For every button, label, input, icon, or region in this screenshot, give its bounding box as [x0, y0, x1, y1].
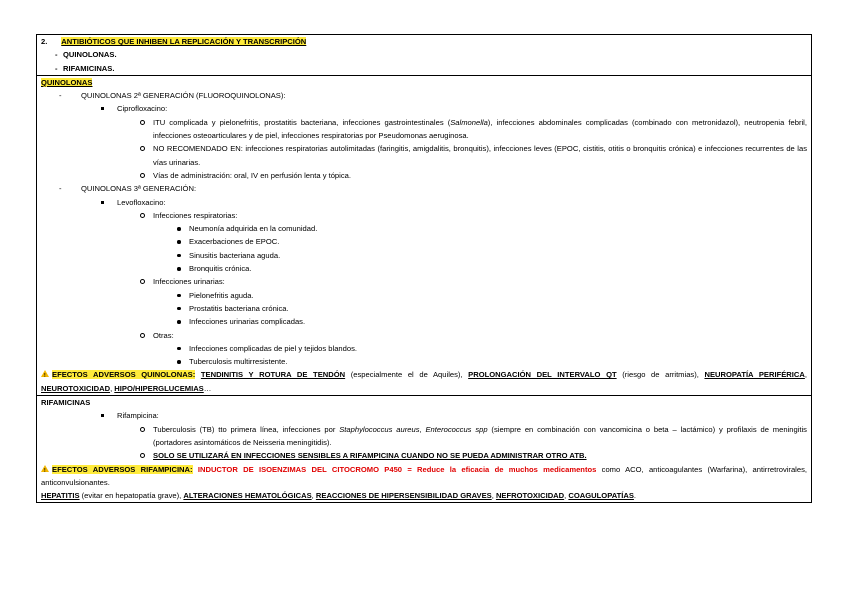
text: EFECTOS ADVERSOS QUINOLONAS: [52, 370, 196, 380]
text: Pielonefritis aguda. [189, 290, 254, 300]
list-item: - QUINOLONAS. [55, 50, 117, 60]
quinolonas-adverse-effects [37, 368, 811, 395]
text: Tuberculosis multirresistente. [189, 357, 288, 367]
list-item [37, 249, 811, 262]
text: Vías de administración: oral, IV en perfusión lenta y tópica. [153, 170, 351, 180]
cipro-not-recommended [37, 142, 811, 169]
text: SOLO SE UTILIZARÁ EN INFECCIONES SENSIBLES A RIFAMPICINA CUANDO NO SE PUEDA ADMINISTRAR OTRO ATB. [153, 451, 587, 461]
list-item [37, 302, 811, 315]
text: INDUCTOR DE ISOENZIMAS DEL CITOCROMO P450 = Reduce la eficacia de muchos medicamentos [197, 464, 597, 474]
text: HIPO/HIPERGLUCEMIAS [114, 383, 204, 393]
text: … [203, 383, 212, 393]
list-item [37, 262, 811, 275]
text: REACCIONES DE HIPERSENSIBILIDAD GRAVES [315, 491, 492, 501]
section-title-row [37, 35, 811, 48]
gen3-title: QUINOLONAS 3ª GENERACIÓN: [81, 184, 197, 194]
text: (evitar en hepatopatía grave), [79, 491, 184, 501]
cipro-uses [37, 116, 811, 143]
urin-label-row [37, 275, 811, 288]
other-label-row [37, 329, 811, 342]
list-item [37, 342, 811, 355]
rifampicina-row [37, 409, 811, 422]
text: Bronquitis crónica. [189, 264, 252, 274]
text: , [564, 491, 569, 501]
text: Prostatitis bacteriana crónica. [189, 303, 289, 313]
text: NEUROPATÍA PERIFÉRICA [704, 370, 805, 380]
cipro-routes [37, 169, 811, 182]
rifampicina-restriction [37, 449, 811, 462]
resp-label-row [37, 209, 811, 222]
text: Exacerbaciones de EPOC. [189, 237, 280, 247]
quinolonas-header-row [37, 76, 811, 89]
list-item [37, 289, 811, 302]
cipro-row [37, 102, 811, 115]
list-item: - RIFAMICINAS. [55, 63, 115, 73]
rifampicina-label: Rifampicina: [117, 411, 159, 421]
text: Infecciones complicadas de piel y tejidos blandos. [189, 343, 358, 353]
section-title: ANTIBIÓTICOS QUE INHIBEN LA REPLICACIÓN Y TRANSCRIPCIÓN [61, 37, 307, 46]
text: Infecciones respiratorias: [153, 210, 238, 220]
levo-row [37, 196, 811, 209]
text: Tuberculosis (TB) tto primera línea, infecciones por [153, 424, 340, 434]
quinolonas-section [36, 75, 812, 395]
list-item-text: QUINOLONAS. [63, 50, 117, 60]
section-number: 2. [41, 37, 48, 46]
cipro-label: Ciprofloxacino: [117, 104, 168, 114]
rifampicina-adverse-effects [37, 463, 811, 490]
text: ITU complicada y pielonefritis, prostatitis bacteriana, infecciones gastrointestinales ( [153, 117, 451, 127]
text: Otras: [153, 330, 174, 340]
list-item [37, 222, 811, 235]
text: EFECTOS ADVERSOS RIFAMPICINA: [52, 464, 193, 474]
text: ), infecciones abdominales complicadas (combinado con metronidazol), neutropenia febril, infecciones osteoarticulares y de piel, infecciones respiratorias por Pseudomonas aeruginosa. [153, 117, 807, 141]
text: (especialmente el de Aquiles), [345, 370, 469, 380]
text: Infecciones urinarias complicadas. [189, 317, 306, 327]
text: Staphylococcus aureus [339, 424, 420, 434]
text: , [110, 383, 115, 393]
list-item-text: RIFAMICINAS. [63, 63, 115, 73]
text: NO RECOMENDADO EN: infecciones respiratorias autolimitadas (faringitis, amigdalitis, bronquitis), infecciones leves (EPOC, cistitis, otitis o bronquitis crónica) e infecciones recurrentes de las vías urinarias. [153, 144, 807, 167]
text: TENDINITIS Y ROTURA DE TENDÓN [200, 370, 346, 380]
warning-icon [41, 465, 49, 472]
text: HEPATITIS [41, 491, 80, 501]
text: NEUROTOXICIDAD [41, 383, 111, 393]
warning-icon [41, 370, 49, 377]
text: , [491, 491, 496, 501]
text: . [633, 491, 637, 501]
text: como ACO, anticoagulantes (Warfarina), antirretrovirales, anticonvulsionantes. [41, 464, 808, 487]
document-page [36, 34, 812, 503]
text: ALTERACIONES HEMATOLÓGICAS [183, 491, 312, 501]
rifampicina-use [37, 423, 811, 450]
text: Infecciones urinarias: [153, 277, 225, 287]
text: (siempre en combinación con vancomicina o beta – lactámico) y profilaxis de meningitis (portadores asintomáticos de Neisseria meningitidis). [153, 424, 807, 447]
gen3-title-row: - QUINOLONAS 3ª GENERACIÓN: [59, 184, 197, 194]
rifamicinas-header-row [37, 396, 811, 409]
gen2-title: QUINOLONAS 2ª GENERACIÓN (FLUOROQUINOLONAS): [81, 91, 286, 101]
text: Sinusitis bacteriana aguda. [189, 250, 281, 260]
levo-label: Levofloxacino: [117, 197, 166, 207]
section-antibiotics-header [36, 34, 812, 75]
text: , [419, 424, 426, 434]
gen2-title-row: - QUINOLONAS 2ª GENERACIÓN (FLUOROQUINOLONAS): [59, 91, 286, 101]
text: PROLONGACIÓN DEL INTERVALO QT [468, 370, 617, 380]
rifampicina-adverse-list [37, 489, 811, 502]
text: Neumonía adquirida en la comunidad. [189, 224, 318, 234]
list-item [37, 315, 811, 328]
quinolonas-header: QUINOLONAS [41, 77, 93, 87]
text: (riesgo de arritmias), [616, 370, 705, 380]
text: Enterococcus spp [425, 424, 488, 434]
text: , [311, 491, 316, 501]
list-item [37, 355, 811, 368]
list-item [37, 235, 811, 248]
text: Salmonella [450, 117, 488, 127]
text: COAGULOPATÍAS [568, 491, 634, 501]
rifamicinas-header: RIFAMICINAS [41, 398, 91, 408]
rifamicinas-section [36, 395, 812, 503]
text: , [804, 370, 807, 380]
text: NEFROTOXICIDAD [495, 491, 565, 501]
